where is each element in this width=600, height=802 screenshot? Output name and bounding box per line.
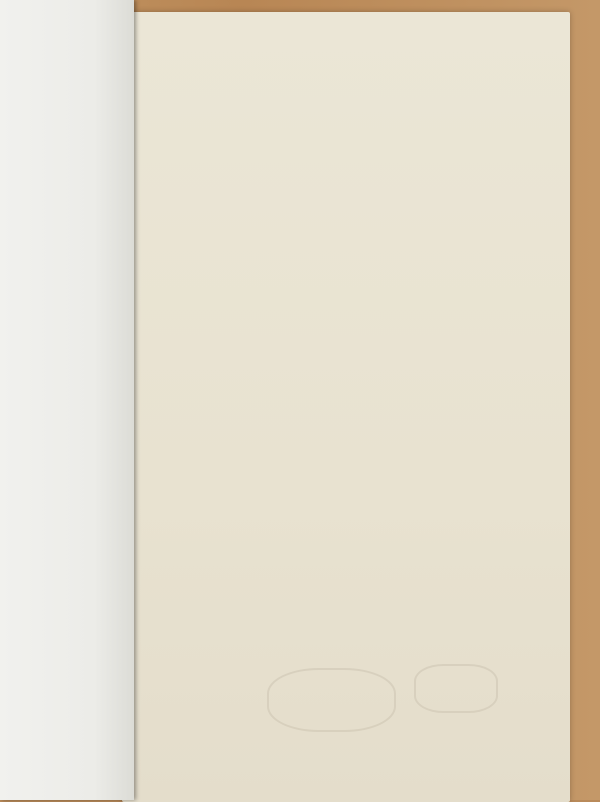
show-through-stamp <box>267 668 396 732</box>
right-book-page <box>122 12 570 802</box>
left-book-page <box>0 0 134 800</box>
show-through-stamp-2 <box>414 664 498 713</box>
